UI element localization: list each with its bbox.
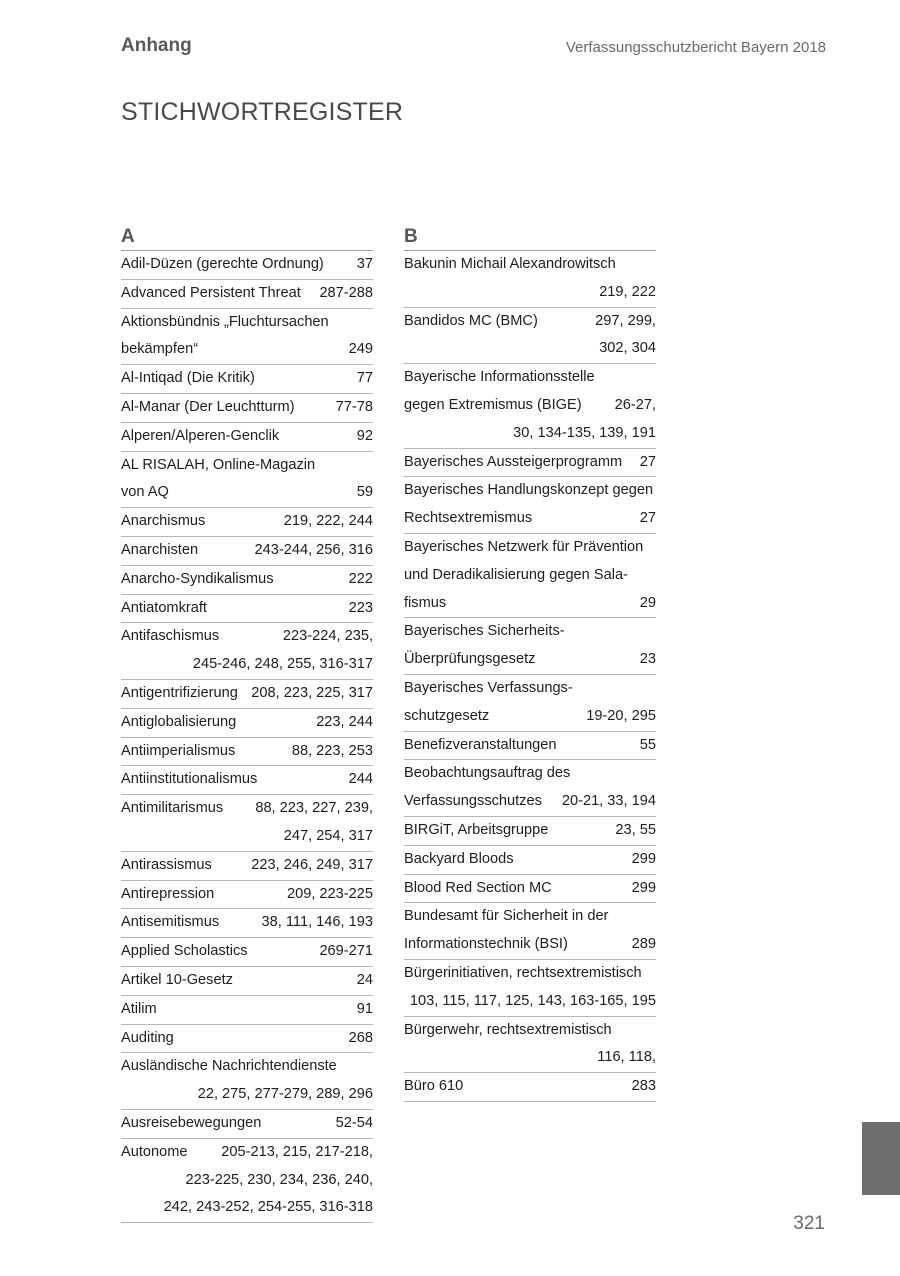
index-entry [404,760,656,817]
index-entry [404,308,656,365]
index-page-refs: 299 [631,879,656,896]
index-entry [404,364,656,448]
index-entry-line [121,738,373,766]
index-column-a [121,223,373,1223]
index-page-refs: 52-54 [335,1114,373,1131]
index-page-refs: 88, 223, 253 [291,742,373,759]
index-term: Antiglobalisierung [121,713,237,730]
index-page-refs: 29 [639,594,656,611]
index-entry-line [121,1025,373,1053]
index-entry-line [121,452,373,480]
index-page-refs: 23, 55 [615,821,656,838]
index-entry-line [121,623,373,651]
index-entry [404,251,656,308]
index-term: Aktionsbündnis „Fluchtursachen [121,313,329,330]
index-entry-line [404,251,656,279]
index-term: Antirepression [121,885,215,902]
index-term: Antirassismus [121,856,212,873]
index-term: und Deradikalisierung gegen Sala- [404,566,628,583]
index-entry [121,680,373,709]
index-entry-line [404,364,656,392]
index-term: Advanced Persistent Threat [121,284,301,301]
index-page-refs: 244 [348,771,373,788]
index-page-refs: 92 [356,427,373,444]
index-entry-line [404,505,656,533]
index-entry-line [404,732,656,760]
index-page-refs: 219, 222 [599,283,656,300]
index-page-refs: 88, 223, 227, 239, [255,800,373,817]
index-entry [121,1053,373,1110]
index-entry-line [404,308,656,336]
index-page-refs: 223-225, 230, 234, 236, 240, [185,1171,373,1188]
index-term: Bayerisches Aussteigerprogramm [404,453,623,470]
index-entry-line [121,909,373,937]
index-entry [404,477,656,534]
index-entry-line [121,251,373,279]
index-page-refs: 205-213, 215, 217-218, [221,1143,373,1160]
index-term: Bayerisches Verfassungs- [404,679,573,696]
index-entry [121,623,373,680]
index-page-refs: 59 [356,484,373,501]
page-number: 321 [793,1213,825,1234]
index-term: Antifaschismus [121,628,220,645]
index-entry [121,566,373,595]
index-page-refs: 223, 244 [316,713,373,730]
index-term: Bürgerwehr, rechtsextremistisch [404,1021,612,1038]
index-term: Beobachtungsauftrag des [404,765,571,782]
index-column-b [404,223,656,1102]
index-term: Blood Red Section MC [404,879,552,896]
index-term: Bayerische Informationsstelle [404,369,595,386]
index-entry-line [404,675,656,703]
index-page-refs: 247, 254, 317 [283,827,373,844]
index-entry [121,537,373,566]
index-term: bekämpfen“ [121,341,199,358]
index-entry-line [121,423,373,451]
index-page-refs: 223-224, 235, [282,628,373,645]
index-term: Verfassungsschutzes [404,793,542,810]
chapter-tab-marker [862,1122,900,1195]
index-term: Al-Manar (Der Leuchtturm) [121,398,295,415]
index-entry [404,846,656,875]
index-page-refs: 116, 118, [597,1049,656,1066]
index-entry [121,967,373,996]
index-term: Ausreisebewegungen [121,1114,262,1131]
index-page-refs: 269-271 [319,943,373,960]
index-entry [404,817,656,846]
index-page-refs: 77 [356,370,373,387]
index-entry [121,423,373,452]
index-term: Anarchisten [121,541,199,558]
index-page-refs: 24 [356,971,373,988]
index-entry-line [121,566,373,594]
index-term: Bundesamt für Sicherheit in der [404,908,609,925]
index-entry [121,595,373,624]
index-entry [121,309,373,366]
index-term: schutzgesetz [404,707,490,724]
index-entry-line [121,479,373,507]
index-entry [121,738,373,767]
index-entry [404,618,656,675]
index-entry [404,732,656,761]
page-title: STICHWORTREGISTER [121,98,404,126]
index-page-refs: 19-20, 295 [586,707,656,724]
index-entry-line [121,1110,373,1138]
index-term: BIRGiT, Arbeitsgruppe [404,821,549,838]
index-page-refs: 37 [356,256,373,272]
index-entry-line [404,760,656,788]
index-term: Antimilitarismus [121,800,224,817]
index-entry [404,960,656,1017]
index-entry [121,709,373,738]
index-term: Bakunin Michail Alexandrowitsch [404,256,616,272]
index-page-refs: 297, 299, [595,312,656,329]
index-entry-line [404,960,656,988]
index-entry-line [404,646,656,674]
index-page-refs: 287-288 [319,284,373,301]
index-term: Bandidos MC (BMC) [404,312,538,329]
index-entry-line [404,590,656,618]
index-page-refs: 223 [348,599,373,616]
index-term: Alperen/Alperen-Genclik [121,427,280,444]
index-entry [121,766,373,795]
index-entry-line [121,280,373,308]
index-entry-line [121,938,373,966]
index-page-refs: 27 [639,510,656,527]
index-term: Autonome [121,1143,188,1160]
index-entry [121,938,373,967]
index-entry [121,280,373,309]
index-page-refs: 20-21, 33, 194 [561,793,656,810]
index-entry-line [121,365,373,393]
index-entry-line [404,534,656,562]
index-term: gegen Extremismus (BIGE) [404,396,582,413]
index-entry [121,909,373,938]
index-entry-line [404,931,656,959]
index-entry-line [404,477,656,505]
index-page-refs: 268 [348,1029,373,1046]
index-term: Antiinstitutionalismus [121,771,258,788]
index-entry-line [404,875,656,903]
index-page-refs: 249 [348,341,373,358]
index-letter-heading: B [404,223,656,251]
index-term: Anarcho-Syndikalismus [121,570,274,587]
index-entry-line [404,1073,656,1101]
index-entry [404,903,656,960]
index-entry [121,1139,373,1223]
index-term: Überprüfungsgesetz [404,651,536,668]
index-term: Applied Scholastics [121,943,248,960]
index-page-refs: 103, 115, 117, 125, 143, 163-165, 195 [409,992,656,1009]
index-term: Antigentrifizierung [121,684,238,701]
index-term: Al-Intiqad (Die Kritik) [121,370,255,387]
index-page-refs: 27 [639,453,656,470]
index-term: Bayerisches Netzwerk für Prävention [404,538,644,555]
index-entry-line [121,1081,373,1109]
index-entry [121,508,373,537]
index-page-refs: 223, 246, 249, 317 [251,856,373,873]
index-entry-line [404,1044,656,1072]
index-term: fismus [404,594,447,611]
index-entry-line [404,988,656,1016]
index-term: Informationstechnik (BSI) [404,936,568,953]
index-entry-line [121,795,373,823]
index-entry-line [404,420,656,448]
index-entry-line [121,823,373,851]
index-entry [121,881,373,910]
index-page-refs: 55 [639,736,656,753]
index-entry-line [404,846,656,874]
index-entry-line [404,788,656,816]
index-entry-line [121,595,373,623]
index-entry-line [404,618,656,646]
index-entry-line [121,508,373,536]
index-entry-line [121,680,373,708]
index-page-refs: 245-246, 248, 255, 316-317 [192,656,373,673]
index-entry-line [404,449,656,477]
index-entry-line [121,1139,373,1167]
index-entry [121,852,373,881]
index-term: Adil-Düzen (gerechte Ordnung) [121,256,324,272]
index-term: Rechtsextremismus [404,510,533,527]
index-entry [404,1017,656,1074]
index-page-refs: 222 [348,570,373,587]
index-entry [121,365,373,394]
index-page-refs: 302, 304 [599,340,656,357]
index-page-refs: 208, 223, 225, 317 [251,684,373,701]
index-entry-line [404,703,656,731]
index-entry-line [404,335,656,363]
index-page-refs: 26-27, [614,396,656,413]
index-page-refs: 38, 111, 146, 193 [261,914,373,931]
index-entry [404,875,656,904]
index-page-refs: 283 [631,1078,656,1095]
index-entry [404,1073,656,1102]
index-entry-line [121,967,373,995]
index-page-refs: 299 [631,850,656,867]
index-term: Antisemitismus [121,914,220,931]
index-entry-line [404,392,656,420]
index-entry [121,1110,373,1139]
index-entry-line [121,766,373,794]
index-entry [404,449,656,478]
index-entry-line [121,852,373,880]
index-entry-line [404,562,656,590]
index-entry-line [404,1017,656,1045]
index-entry [404,675,656,732]
index-term: Benefizveranstaltungen [404,736,557,753]
index-entry-line [404,279,656,307]
index-term: Ausländische Nachrichtendienste [121,1058,337,1075]
index-entry [121,452,373,509]
index-entry-line [404,817,656,845]
index-term: Anarchismus [121,513,206,530]
index-term: Antiatomkraft [121,599,207,616]
index-entry-line [121,394,373,422]
index-letter-heading: A [121,223,373,251]
index-page-refs: 243-244, 256, 316 [254,541,373,558]
index-page-refs: 23 [639,651,656,668]
index-page-refs: 77-78 [335,398,373,415]
index-page-refs: 289 [631,936,656,953]
index-entry-line [121,309,373,337]
index-entry-line [121,709,373,737]
index-entry-line [121,537,373,565]
index-page-refs: 219, 222, 244 [283,513,373,530]
index-page-refs: 22, 275, 277-279, 289, 296 [197,1086,373,1103]
publication-title: Verfassungsschutzbericht Bayern 2018 [565,39,826,56]
index-term: Bayerisches Sicherheits- [404,623,565,640]
index-term: Bayerisches Handlungskonzept gegen [404,482,654,499]
index-term: AL RISALAH, Online-Magazin [121,456,316,473]
index-term: Backyard Bloods [404,850,514,867]
index-entry [121,996,373,1025]
index-term: Bürgerinitiativen, rechtsextremistisch [404,964,642,981]
section-heading: Anhang [121,35,192,56]
index-entry [121,394,373,423]
index-entry-line [121,1194,373,1222]
index-entry [121,251,373,280]
index-entry-line [404,903,656,931]
index-entry-line [121,336,373,364]
index-entry [121,795,373,852]
index-page-refs: 30, 134-135, 139, 191 [513,424,656,441]
index-term: Büro 610 [404,1078,464,1095]
index-term: Atilim [121,1000,157,1017]
index-entry-line [121,996,373,1024]
index-page-refs: 209, 223-225 [286,885,373,902]
index-term: Auditing [121,1029,174,1046]
index-entry-line [121,881,373,909]
index-entry [404,534,656,618]
index-term: von AQ [121,484,169,501]
index-page-refs: 242, 243-252, 254-255, 316-318 [163,1199,373,1216]
index-term: Antiimperialismus [121,742,236,759]
index-entry-line [121,651,373,679]
index-entry [121,1025,373,1054]
index-term: Artikel 10-Gesetz [121,971,233,988]
index-page-refs: 91 [356,1000,373,1017]
index-entry-line [121,1053,373,1081]
index-entry-line [121,1167,373,1195]
